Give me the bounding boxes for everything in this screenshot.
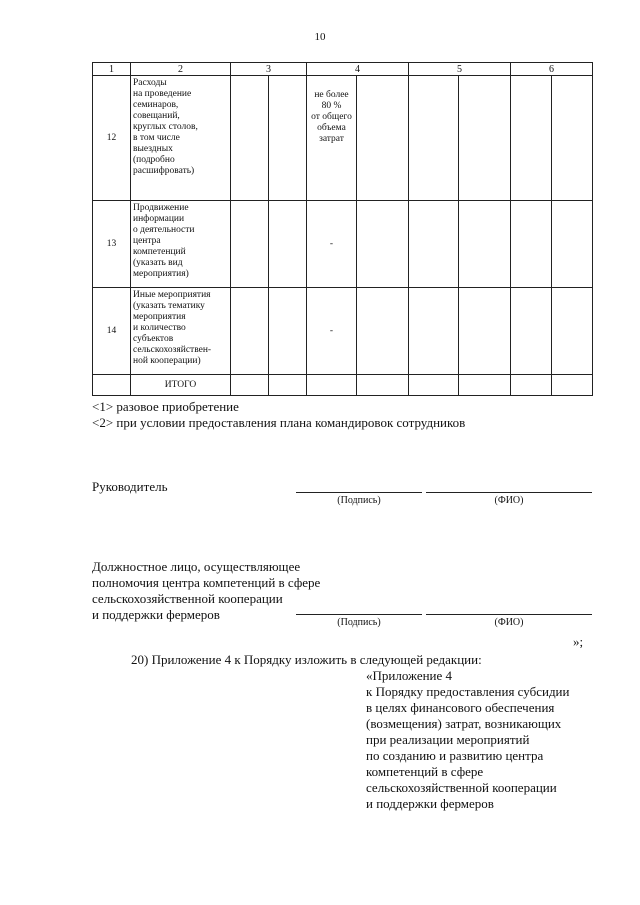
empty-cell bbox=[552, 375, 593, 396]
column-header: 5 bbox=[409, 63, 511, 76]
appendix-line: при реализации мероприятий bbox=[366, 732, 530, 747]
empty-cell bbox=[231, 375, 269, 396]
row-number: 14 bbox=[93, 288, 131, 375]
limit-cell: - bbox=[307, 288, 357, 375]
expense-name-line: (подробно bbox=[133, 155, 175, 165]
appendix-line: и поддержки фермеров bbox=[366, 796, 494, 811]
expense-name-line: на проведение bbox=[133, 89, 192, 99]
empty-cell bbox=[511, 201, 552, 288]
column-header: 6 bbox=[511, 63, 593, 76]
empty-cell bbox=[231, 201, 269, 288]
name-caption: (ФИО) bbox=[494, 617, 524, 628]
row-number: 13 bbox=[93, 201, 131, 288]
name-line bbox=[426, 492, 592, 493]
expense-name-line: Иные мероприятия bbox=[133, 290, 211, 300]
empty-cell bbox=[93, 375, 131, 396]
empty-cell bbox=[409, 375, 459, 396]
empty-cell bbox=[409, 201, 459, 288]
empty-cell bbox=[357, 76, 409, 201]
official-label-line: сельскохозяйственной кооперации bbox=[92, 591, 283, 606]
empty-cell bbox=[511, 375, 552, 396]
limit-line: объема bbox=[317, 123, 346, 133]
expense-name-line: ной кооперации) bbox=[133, 356, 201, 366]
appendix-line: сельскохозяйственной кооперации bbox=[366, 780, 557, 795]
footnote: <1> разовое приобретение bbox=[92, 399, 239, 414]
limit-line: не более bbox=[314, 90, 349, 100]
appendix-line: компетенций в сфере bbox=[366, 764, 484, 779]
table-row bbox=[93, 288, 593, 375]
expense-name-line: о деятельности bbox=[133, 225, 195, 235]
table-row bbox=[93, 76, 593, 201]
appendix-line: в целях финансового обеспечения bbox=[366, 700, 555, 715]
column-header: 1 bbox=[93, 63, 131, 76]
signature-caption: (Подпись) bbox=[337, 495, 381, 506]
empty-cell bbox=[269, 288, 307, 375]
empty-cell bbox=[459, 375, 511, 396]
expense-name bbox=[131, 76, 231, 201]
empty-cell bbox=[269, 375, 307, 396]
column-header: 2 bbox=[131, 63, 231, 76]
budget-table bbox=[92, 62, 593, 396]
empty-cell bbox=[409, 76, 459, 201]
empty-cell bbox=[307, 375, 357, 396]
empty-cell bbox=[231, 288, 269, 375]
footnote: <2> при условии предоставления плана командировок сотрудников bbox=[92, 415, 466, 430]
expense-name-line: расшифровать) bbox=[133, 166, 195, 176]
empty-cell bbox=[511, 76, 552, 201]
expense-name-line: мероприятия) bbox=[133, 269, 189, 279]
name-line bbox=[426, 614, 592, 615]
empty-cell bbox=[552, 201, 593, 288]
expense-name-line: Расходы bbox=[133, 78, 167, 88]
total-label: ИТОГО bbox=[131, 375, 231, 396]
empty-cell bbox=[459, 201, 511, 288]
page-number: 10 bbox=[314, 31, 326, 43]
table-row bbox=[93, 201, 593, 288]
appendix-line: (возмещения) затрат, возникающих bbox=[366, 716, 562, 731]
empty-cell bbox=[409, 288, 459, 375]
empty-cell bbox=[459, 288, 511, 375]
expense-name-line: (указать вид bbox=[133, 258, 183, 268]
empty-cell bbox=[511, 288, 552, 375]
expense-name bbox=[131, 201, 231, 288]
empty-cell bbox=[269, 201, 307, 288]
expense-name-line: совещаний, bbox=[133, 111, 180, 121]
name-caption: (ФИО) bbox=[494, 495, 524, 506]
appendix-line: по созданию и развитию центра bbox=[366, 748, 544, 763]
expense-name-line: информации bbox=[133, 214, 185, 224]
limit-line: затрат bbox=[319, 134, 344, 144]
column-header: 3 bbox=[231, 63, 307, 76]
official-label-line: Должностное лицо, осуществляющее bbox=[92, 559, 301, 574]
signature-line bbox=[296, 492, 422, 493]
expense-name-line: Продвижение bbox=[133, 203, 189, 213]
expense-name-line: (указать тематику bbox=[133, 301, 205, 311]
limit-line: от общего bbox=[311, 112, 352, 122]
expense-name-line: в том числе bbox=[133, 133, 180, 143]
expense-name bbox=[131, 288, 231, 375]
row-number: 12 bbox=[93, 76, 131, 201]
expense-name-line: выездных bbox=[133, 144, 173, 154]
limit-line: 80 % bbox=[321, 101, 342, 111]
expense-name-line: семинаров, bbox=[133, 100, 179, 110]
expense-name-line: мероприятия bbox=[133, 312, 186, 322]
expense-name-line: компетенций bbox=[133, 247, 186, 257]
expense-name-line: круглых столов, bbox=[133, 122, 198, 132]
empty-cell bbox=[357, 201, 409, 288]
empty-cell bbox=[231, 76, 269, 201]
signatory-label: Руководитель bbox=[92, 479, 168, 494]
column-header: 4 bbox=[307, 63, 409, 76]
signature-caption: (Подпись) bbox=[337, 617, 381, 628]
expense-name-line: и количество bbox=[133, 323, 186, 333]
amendment-item-20: 20) Приложение 4 к Порядку изложить в следующей редакции: bbox=[131, 652, 482, 667]
empty-cell bbox=[552, 288, 593, 375]
empty-cell bbox=[357, 288, 409, 375]
table-header-row bbox=[93, 63, 593, 76]
empty-cell bbox=[552, 76, 593, 201]
limit-cell bbox=[307, 76, 357, 201]
appendix-line: «Приложение 4 bbox=[366, 668, 453, 683]
official-label-line: полномочия центра компетенций в сфере bbox=[92, 575, 321, 590]
limit-cell: - bbox=[307, 201, 357, 288]
official-label-line: и поддержки фермеров bbox=[92, 607, 220, 622]
expense-name-line: субъектов bbox=[133, 334, 174, 344]
closing-quote: »; bbox=[573, 634, 584, 649]
empty-cell bbox=[269, 76, 307, 201]
signature-line bbox=[296, 614, 422, 615]
empty-cell bbox=[357, 375, 409, 396]
expense-name-line: центра bbox=[133, 236, 161, 246]
appendix-heading bbox=[366, 668, 606, 812]
empty-cell bbox=[459, 76, 511, 201]
appendix-line: к Порядку предоставления субсидии bbox=[366, 684, 570, 699]
total-row bbox=[93, 375, 593, 396]
expense-name-line: сельскохозяйствен- bbox=[133, 345, 212, 355]
